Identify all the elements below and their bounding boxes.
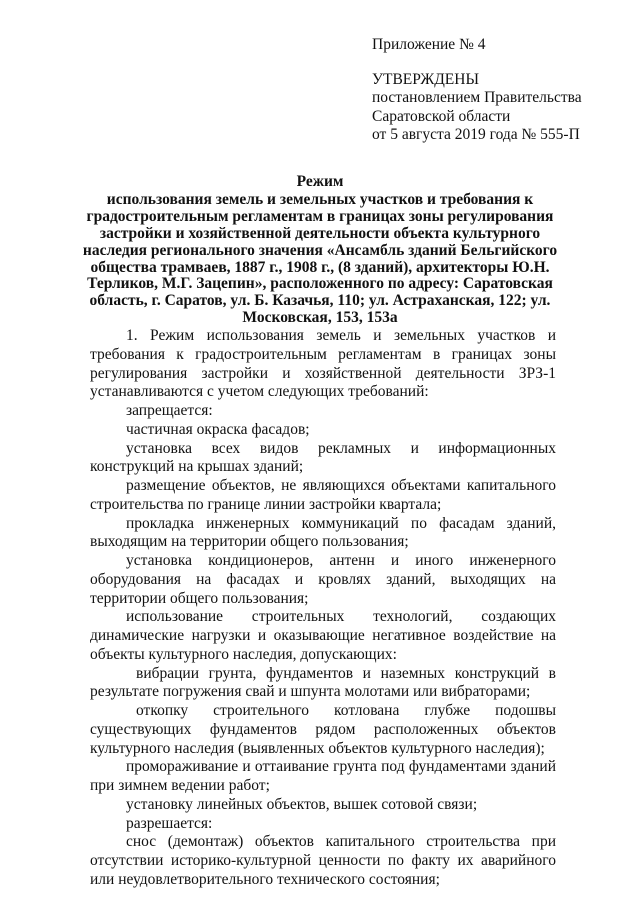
- paragraph: установку линейных объектов, вышек сотовой связи;: [126, 795, 478, 813]
- title-subtitle: использования земель и земельных участков и требования к градостроительным регламентам в границах зоны регулирования застройки и хозяйственной деятельности объекта культурного наследия регионального значения «Ансамбль зданий Бельгийского общества трамваев, 1887 г., 1908 г., (8 зданий), архитекторы Ю.Н. Терликов, М.Г. Зацепин», расположенного по адресу: Саратовская область, г. Саратов, ул. Б. Казачья, 110; ул. Астраханская, 122; ул. Московская, 153, 153а: [82, 190, 558, 327]
- approved-label: УТВЕРЖДЕНЫ: [372, 70, 479, 88]
- paragraph: откопку строительного котлована глубже подошвы существующих фундаментов рядом расположенных объектов культурного наследия (выявленных объектов культурного наследия);: [90, 702, 556, 757]
- paragraph: использование строительных технологий, создающих динамические нагрузки и оказывающие негативное воздействие на объекты культурного наследия, допускающих:: [90, 608, 556, 663]
- paragraph: промораживание и оттаивание грунта под фундаментами зданий при зимнем ведении работ;: [90, 758, 556, 794]
- paragraph: установка всех видов рекламных и информационных конструкций на крышах зданий;: [90, 439, 556, 476]
- approval-block: [372, 36, 582, 145]
- document-body: [90, 327, 556, 890]
- appendix-number: Приложение № 4: [372, 36, 486, 53]
- approval-date: от 5 августа 2019 года № 555-П: [372, 126, 580, 144]
- document-title: [80, 174, 560, 327]
- paragraph: прокладка инженерных коммуникаций по фасадам зданий, выходящим на территории общего пользования;: [90, 514, 556, 551]
- approval-line: Саратовской области: [372, 107, 511, 125]
- approval-line: постановлением Правительства: [372, 89, 582, 107]
- paragraph: снос (демонтаж) объектов капитального строительства при отсутствии историко-культурной ценности по факту их аварийного или неудовлетворительного технического состояния;: [90, 833, 556, 888]
- paragraph: разрешается:: [126, 814, 213, 832]
- paragraph: запрещается:: [126, 402, 213, 419]
- paragraph: размещение объектов, не являющихся объектами капитального строительства по границе линии застройки квартала;: [90, 477, 556, 513]
- paragraph: вибрации грунта, фундаментов и наземных конструкций в результате погружения свай и шпунта молотами или вибраторами;: [90, 664, 556, 701]
- paragraph: установка кондиционеров, антенн и иного инженерного оборудования на фасадах и кровлях зданий, выходящих на территории общего пользования;: [90, 552, 556, 607]
- title-heading: Режим: [296, 173, 344, 190]
- paragraph: 1. Режим использования земель и земельных участков и требования к градостроительным регламентам в границах зоны регулирования застройки и хозяйственной деятельности ЗРЗ-1 устанавливаются с учетом следующих требований:: [90, 327, 556, 401]
- paragraph: частичная окраска фасадов;: [126, 420, 310, 438]
